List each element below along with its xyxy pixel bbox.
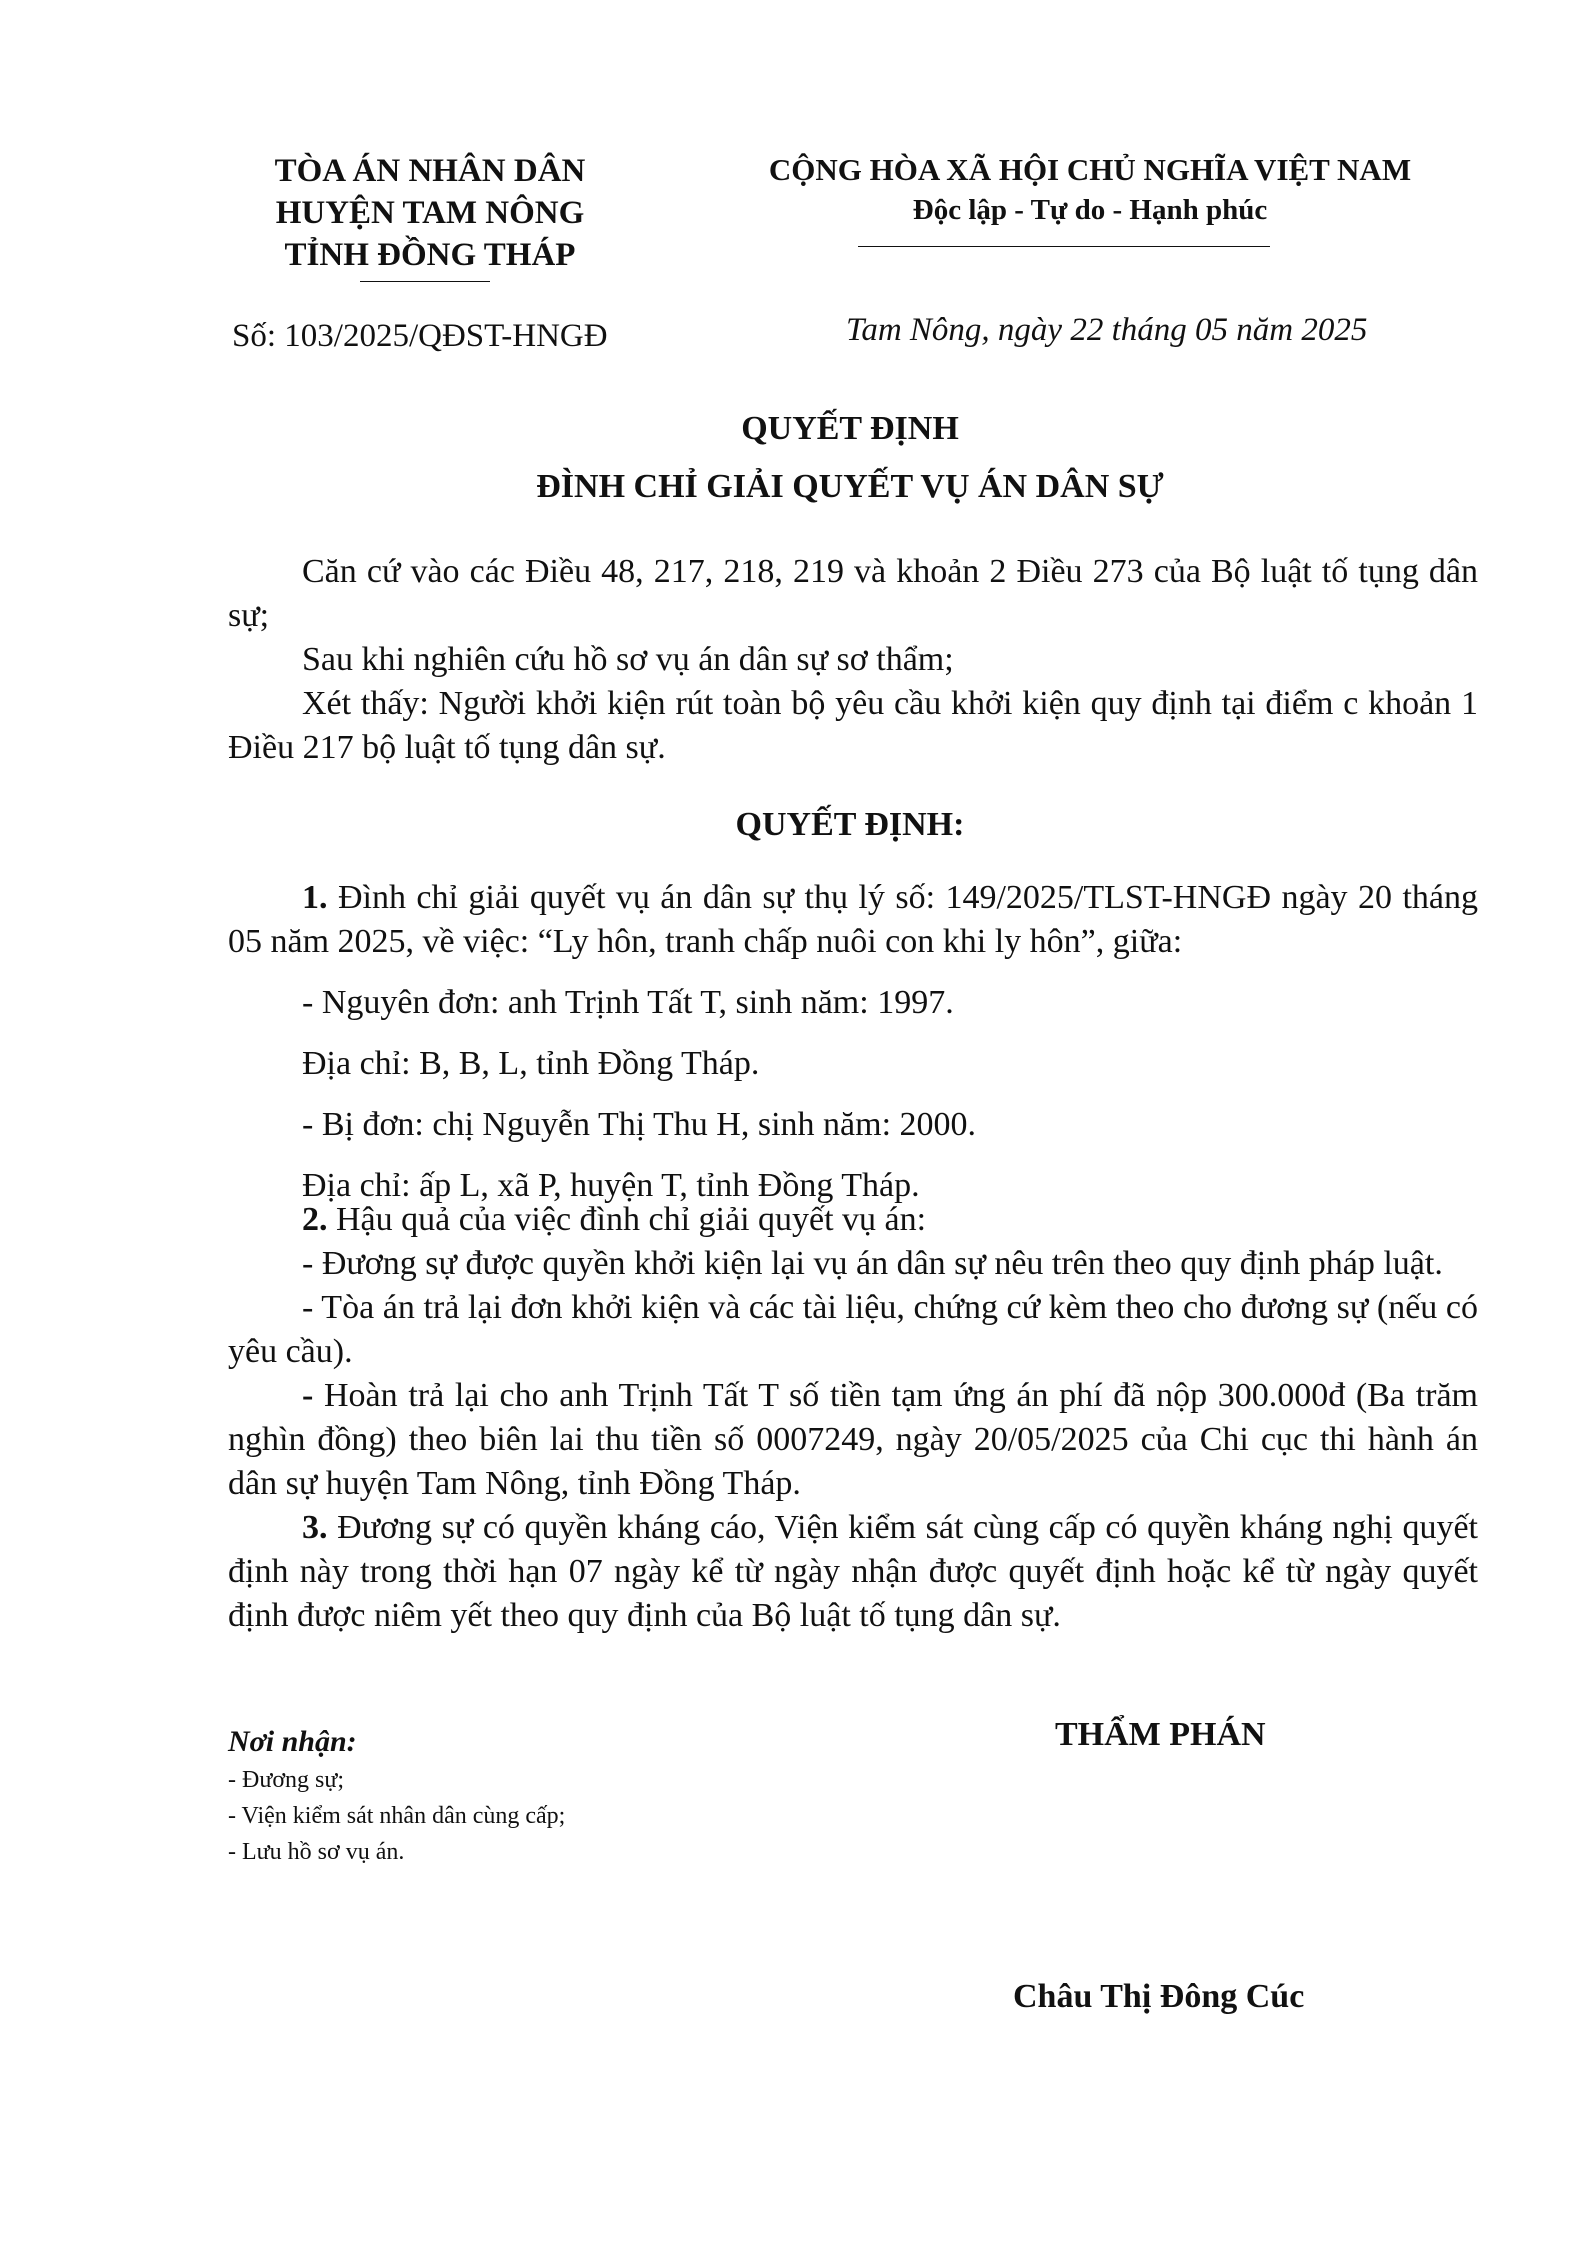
recipient-item: - Viện kiểm sát nhân dân cùng cấp; xyxy=(228,1803,566,1829)
national-header xyxy=(720,150,1460,230)
court-underline xyxy=(360,281,490,282)
motto-underline xyxy=(858,246,1270,247)
court-header xyxy=(200,150,660,276)
plaintiff-line: - Nguyên đơn: anh Trịnh Tất T, sinh năm: 1997. xyxy=(302,984,954,1021)
decision-item-1 xyxy=(228,876,1478,1208)
item-3-number: 3. xyxy=(302,1509,328,1546)
document-title: QUYẾT ĐỊNH xyxy=(741,410,959,447)
plaintiff-address: Địa chỉ: B, B, L, tỉnh Đồng Tháp. xyxy=(302,1045,760,1082)
item-2-number: 2. xyxy=(302,1201,328,1238)
country-name: CỘNG HÒA XÃ HỘI CHỦ NGHĨA VIỆT NAM xyxy=(768,152,1412,187)
preamble-review: Sau khi nghiên cứu hồ sơ vụ án dân sự sơ thẩm; xyxy=(302,641,954,678)
item-2-text xyxy=(228,1198,1478,1242)
defendant-address: Địa chỉ: ấp L, xã P, huyện T, tỉnh Đồng Tháp. xyxy=(302,1167,920,1204)
item-1-number: 1. xyxy=(302,879,328,916)
item-2-consequence-3 xyxy=(228,1374,1478,1506)
court-name-line-3: TỈNH ĐỒNG THÁP xyxy=(284,237,576,273)
recipients-block xyxy=(228,1722,828,1870)
item-1-body: Đình chỉ giải quyết vụ án dân sự thụ lý số: 149/2025/TLST-HNGĐ ngày 20 tháng 05 năm 2025, về việc: “Ly hôn, tranh chấp nuôi con khi ly hôn”, giữa: xyxy=(228,879,1478,960)
judge-title: THẨM PHÁN xyxy=(1055,1716,1266,1753)
recipients-heading: Nơi nhận: xyxy=(228,1725,357,1758)
item-2-body: Hậu quả của việc đình chỉ giải quyết vụ án: xyxy=(327,1201,927,1238)
judge-name: Châu Thị Đông Cúc xyxy=(1013,1978,1305,2015)
preamble xyxy=(228,550,1478,770)
preamble-considering: Xét thấy: Người khởi kiện rút toàn bộ yêu cầu khởi kiện quy định tại điểm c khoản 1 Điều 217 bộ luật tố tụng dân sự. xyxy=(228,685,1478,766)
court-name-line-2: HUYỆN TAM NÔNG xyxy=(275,195,585,231)
court-name-line-1: TÒA ÁN NHÂN DÂN xyxy=(274,153,586,189)
item-2-consequence-1: - Đương sự được quyền khởi kiện lại vụ án dân sự nêu trên theo quy định pháp luật. xyxy=(302,1245,1443,1282)
item-3-body: Đương sự có quyền kháng cáo, Viện kiểm sát cùng cấp có quyền kháng nghị quyết định này trong thời hạn 07 ngày kể từ ngày nhận được quyết định hoặc kể từ ngày quyết định được niêm yết theo quy định của Bộ luật tố tụng dân sự. xyxy=(228,1509,1478,1634)
place-and-date: Tam Nông, ngày 22 tháng 05 năm 2025 xyxy=(846,312,1368,348)
document-number: Số: 103/2025/QĐST-HNGĐ xyxy=(232,318,608,354)
decision-item-2 xyxy=(228,1198,1478,1638)
recipient-item: - Lưu hồ sơ vụ án. xyxy=(228,1839,405,1865)
item-3-text xyxy=(228,1506,1478,1638)
national-motto: Độc lập - Tự do - Hạnh phúc xyxy=(912,194,1268,226)
defendant-line: - Bị đơn: chị Nguyễn Thị Thu H, sinh năm: 2000. xyxy=(302,1106,977,1143)
preamble-legal-basis: Căn cứ vào các Điều 48, 217, 218, 219 và khoản 2 Điều 273 của Bộ luật tố tụng dân sự; xyxy=(228,553,1478,634)
item-2-consequence-2: - Tòa án trả lại đơn khởi kiện và các tài liệu, chứng cứ kèm theo cho đương sự (nếu có yêu cầu). xyxy=(228,1289,1478,1370)
item-2-consequence-3-dash: - xyxy=(302,1377,314,1414)
item-1-text xyxy=(228,876,1478,964)
recipient-item: - Đương sự; xyxy=(228,1767,345,1793)
decision-heading: QUYẾT ĐỊNH: xyxy=(735,806,965,843)
item-2-consequence-3-body: Hoàn trả lại cho anh Trịnh Tất T số tiền tạm ứng án phí đã nộp 300.000đ (Ba trăm nghìn đồng) theo biên lai thu tiền số 0007249, ngày 20/05/2025 của Chi cục thi hành án dân sự huyện Tam Nông, tỉnh Đồng Tháp. xyxy=(228,1377,1478,1502)
document-subtitle: ĐÌNH CHỈ GIẢI QUYẾT VỤ ÁN DÂN SỰ xyxy=(536,468,1164,505)
